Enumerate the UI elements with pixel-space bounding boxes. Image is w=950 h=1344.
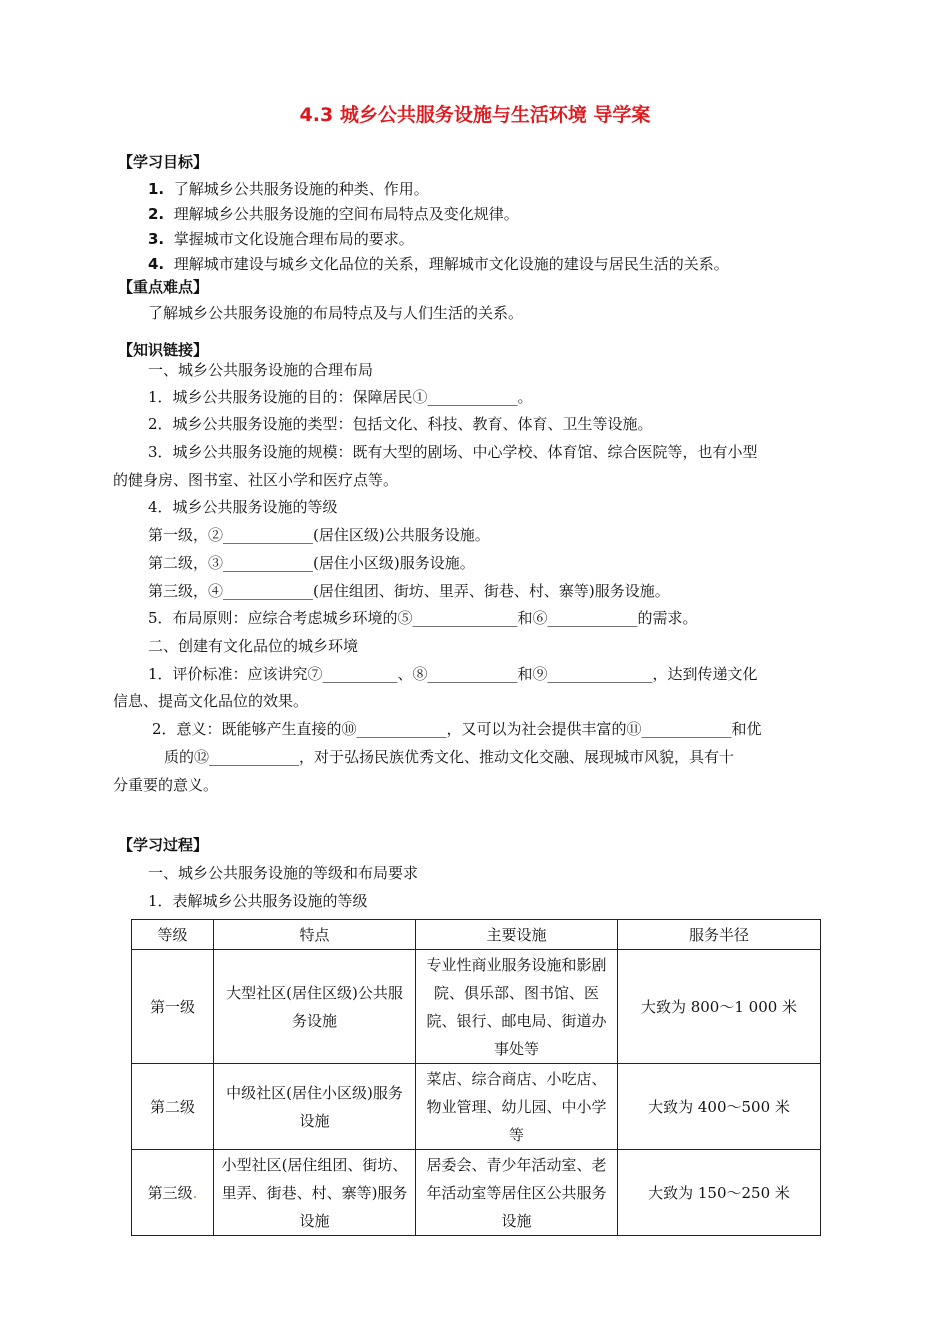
knowledge-line: 5．布局原则：应综合考虑城乡环境的⑤______________和⑥____________的需求。 [148,609,698,627]
table-cell-radius: 大致为 400～500 米 [618,1064,821,1150]
knowledge-line: 第二级，③____________(居住小区级)服务设施。 [148,554,475,572]
knowledge-line: 2．城乡公共服务设施的类型：包括文化、科技、教育、体育、卫生等设施。 [148,415,653,433]
knowledge-line: 一、城乡公共服务设施的合理布局 [148,361,374,379]
process-heading: 【学习过程】 [118,836,209,854]
key-points-text: 了解城乡公共服务设施的布局特点及与人们生活的关系。 [148,304,524,322]
table-cell-facilities: 专业性商业服务设施和影剧院、俱乐部、图书馆、医院、银行、邮电局、街道办事处等 [416,950,618,1064]
knowledge-line: 1．评价标准：应该讲究⑦__________、⑧____________和⑨______________，达到传递文化 [148,665,758,683]
table-header-row [132,920,821,950]
table-cell-radius: 大致为 800～1 000 米 [618,950,821,1064]
table-header-cell: 主要设施 [416,920,618,950]
process-line: 1．表解城乡公共服务设施的等级 [148,892,368,910]
knowledge-line: 的健身房、图书室、社区小学和医疗点等。 [113,471,399,489]
objective-item: 4. 理解城市建设与城乡文化品位的关系，理解城市文化设施的建设与居民生活的关系。 [148,255,729,273]
knowledge-line: 1．城乡公共服务设施的目的：保障居民①____________。 [148,388,533,406]
knowledge-line: 2．意义：既能够产生直接的⑩____________，又可以为社会提供丰富的⑪____________和优 [152,720,762,738]
table-cell-radius: 大致为 150～250 米 [618,1150,821,1236]
knowledge-line: 信息、提高文化品位的效果。 [113,692,309,710]
objectives-heading: 【学习目标】 [118,153,209,171]
level-mark: . [192,1183,198,1202]
objective-item: 1. 了解城乡公共服务设施的种类、作用。 [148,180,429,198]
knowledge-line: 二、创建有文化品位的城乡环境 [148,637,359,655]
table-cell-feature: 小型社区(居住组团、街坊、里弄、街巷、村、寨等)服务设施 [214,1150,416,1236]
table-row [132,950,821,1064]
process-line: 一、城乡公共服务设施的等级和布局要求 [148,864,419,882]
table-cell-facilities: 菜店、综合商店、小吃店、物业管理、幼儿园、中小学等 [416,1064,618,1150]
table-header-cell: 服务半径 [618,920,821,950]
objective-item: 2. 理解城乡公共服务设施的空间布局特点及变化规律。 [148,205,519,223]
table-header-cell: 特点 [214,920,416,950]
table-cell-level: 第一级 [132,950,214,1064]
key-points-heading: 【重点难点】 [118,278,209,296]
knowledge-line: 第三级，④____________(居住组团、街坊、里弄、街巷、村、寨等)服务设施。 [148,582,670,600]
knowledge-line: 3．城乡公共服务设施的规模：既有大型的剧场、中心学校、体育馆、综合医院等，也有小型 [148,443,758,461]
knowledge-heading: 【知识链接】 [118,341,209,359]
knowledge-line: 第一级，②____________(居住区级)公共服务设施。 [148,526,490,544]
table-cell-feature: 大型社区(居住区级)公共服务设施 [214,950,416,1064]
objective-item: 3. 掌握城市文化设施合理布局的要求。 [148,230,414,248]
knowledge-line: 质的⑫____________，对于弘扬民族优秀文化、推动文化交融、展现城市风貌，具有十 [164,748,735,766]
table-cell-level: 第二级 [132,1064,214,1150]
table-cell-feature: 中级社区(居住小区级)服务设施 [214,1064,416,1150]
table-cell-level: 第三级. [132,1150,214,1236]
knowledge-line: 分重要的意义。 [113,776,219,794]
page-title: 4.3 城乡公共服务设施与生活环境 导学案 [299,104,651,126]
table-cell-facilities: 居委会、青少年活动室、老年活动室等居住区公共服务设施 [416,1150,618,1236]
knowledge-line: 4．城乡公共服务设施的等级 [148,498,338,516]
table-row [132,1064,821,1150]
table-row [132,1150,821,1236]
facility-grade-table [131,919,821,1236]
table-header-cell: 等级 [132,920,214,950]
